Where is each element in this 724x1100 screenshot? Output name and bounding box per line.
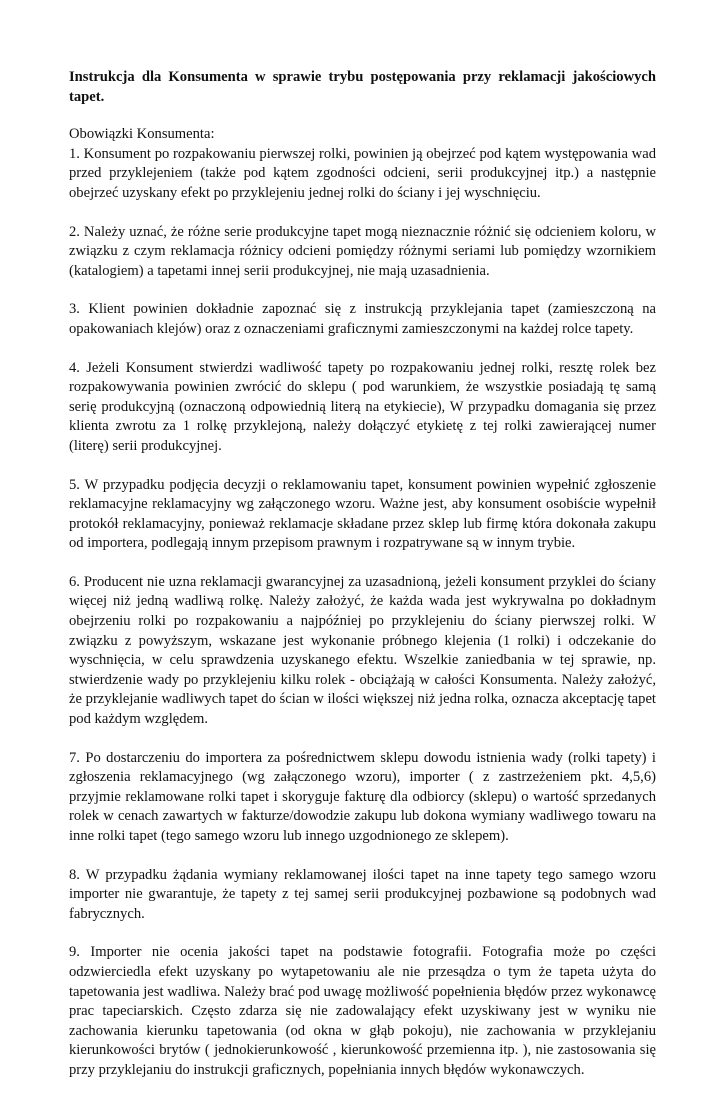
document-page (69, 68, 656, 1100)
paragraph-2: 2. Należy uznać, że różne serie produkcyjne tapet mogą nieznacznie różnić się odcieniem koloru, w związku z czym reklamacja różnicy odcieni pomiędzy różnymi seriami lub pomiędzy wzornikiem (katalogiem) a tapetami innej serii produkcyjnej, nie mają uzasadnienia. (69, 223, 656, 279)
paragraph-7: 7. Po dostarczeniu do importera za pośrednictwem sklepu dowodu istnienia wady (rolki tapety) i zgłoszenia reklamacyjnego (wg załączonego wzoru), importer ( z zastrzeżeniem pkt. 4,5,6) przyjmie reklamowane rolki tapet i skoryguje fakturę dla odbiorcy (sklepu) o wartość sprzedanych rolek w cenach zawartych w fakturze/dowodzie zakupu lub dokona wymiany wadliwego towaru na inne rolki tapet (tego samego wzoru lub innego uzgodnionego ze sklepem). (69, 749, 656, 844)
paragraph-3: 3. Klient powinien dokładnie zapoznać się z instrukcją przyklejania tapet (zamieszczoną na opakowaniach klejów) oraz z oznaczeniami graficznymi zamieszczonymi na każdej rolce tapety. (69, 301, 656, 337)
paragraph-6: 6. Producent nie uzna reklamacji gwarancyjnej za uzasadnioną, jeżeli konsument przyklei do ściany więcej niż jedną wadliwą rolkę. Należy założyć, że każda wada jest wykrywalna po dokładnym obejrzeniu rolki po rozpakowaniu a najpóźniej po przyklejeniu do ściany pierwszej rolki. W związku z powyższym, wskazane jest wykonanie próbnego klejenia (1 rolki) i odczekanie do wyschnięcia, w celu sprawdzenia uzyskanego efektu. Wszelkie zaniedbania w tej sprawie, np. stwierdzenie wady po przyklejeniu kilku rolek - obciążają w całości Konsumenta. Należy założyć, że przyklejanie wadliwych tapet do ścian w ilości większej niż jedna rolka, oznacza akceptację tapet pod każdym względem. (69, 573, 656, 728)
document-title: Instrukcja dla Konsumenta w sprawie trybu postępowania przy reklamacji jakościowych tapet. (69, 69, 656, 105)
paragraph-8: 8. W przypadku żądania wymiany reklamowanej ilości tapet na inne tapety tego samego wzoru importer nie gwarantuje, że tapety z tej samej serii produkcyjnej pozbawione są podobnych wad fabrycznych. (69, 866, 656, 922)
paragraph-5: 5. W przypadku podjęcia decyzji o reklamowaniu tapet, konsument powinien wypełnić zgłoszenie reklamacyjne reklamacyjny wg załączonego wzoru. Ważne jest, aby konsument osobiście wypełnił protokół reklamacyjny, ponieważ reklamacje składane przez sklep lub firmę która dokonała zakupu od importera, podlegają innym przepisom prawnym i rozpatrywane są w innym trybie. (69, 476, 656, 552)
paragraph-1: 1. Konsument po rozpakowaniu pierwszej rolki, powinien ją obejrzeć pod kątem występowania wad przed przyklejeniem (także pod kątem zgodności odcieni, serii produkcyjnej itp.) a następnie obejrzeć uzyskany efekt po przyklejeniu jednej rolki do ściany i jej wyschnięciu. (69, 145, 656, 201)
section-label: Obowiązki Konsumenta: (69, 126, 215, 143)
paragraph-4: 4. Jeżeli Konsument stwierdzi wadliwość tapety po rozpakowaniu jednej rolki, resztę rolek bez rozpakowywania powinien zwrócić do sklepu ( pod warunkiem, że wszystkie posiadają tę samą serię produkcyjną (oznaczoną odpowiednią literą na etykiecie), W przypadku domagania się przez klienta zwrotu za 1 rolkę przyklejoną, należy dołączyć etykietę z tej rolki zawierającej numer (literę) serii produkcyjnej. (69, 359, 656, 454)
paragraph-9: 9. Importer nie ocenia jakości tapet na podstawie fotografii. Fotografia może po części odzwierciedla efekt uzyskany po wytapetowaniu ale nie przesądza o tym że tapeta użyta do tapetowania jest wadliwa. Należy brać pod uwagę możliwość popełnienia błędów przez wykonawcę prac tapeciarskich. Często zdarza się nie zadowalający efekt uzyskiwany jest w wyniku nie zachowania kierunku tapetowania (od okna w głąb pokoju), nie zachowania w przyklejaniu kierunkowości brytów ( jednokierunkowość , kierunkowość przemienna itp. ), nie zastosowania się przy przyklejaniu do instrukcji graficznych, popełniania innych błędów wykonawczych. (69, 944, 656, 1078)
